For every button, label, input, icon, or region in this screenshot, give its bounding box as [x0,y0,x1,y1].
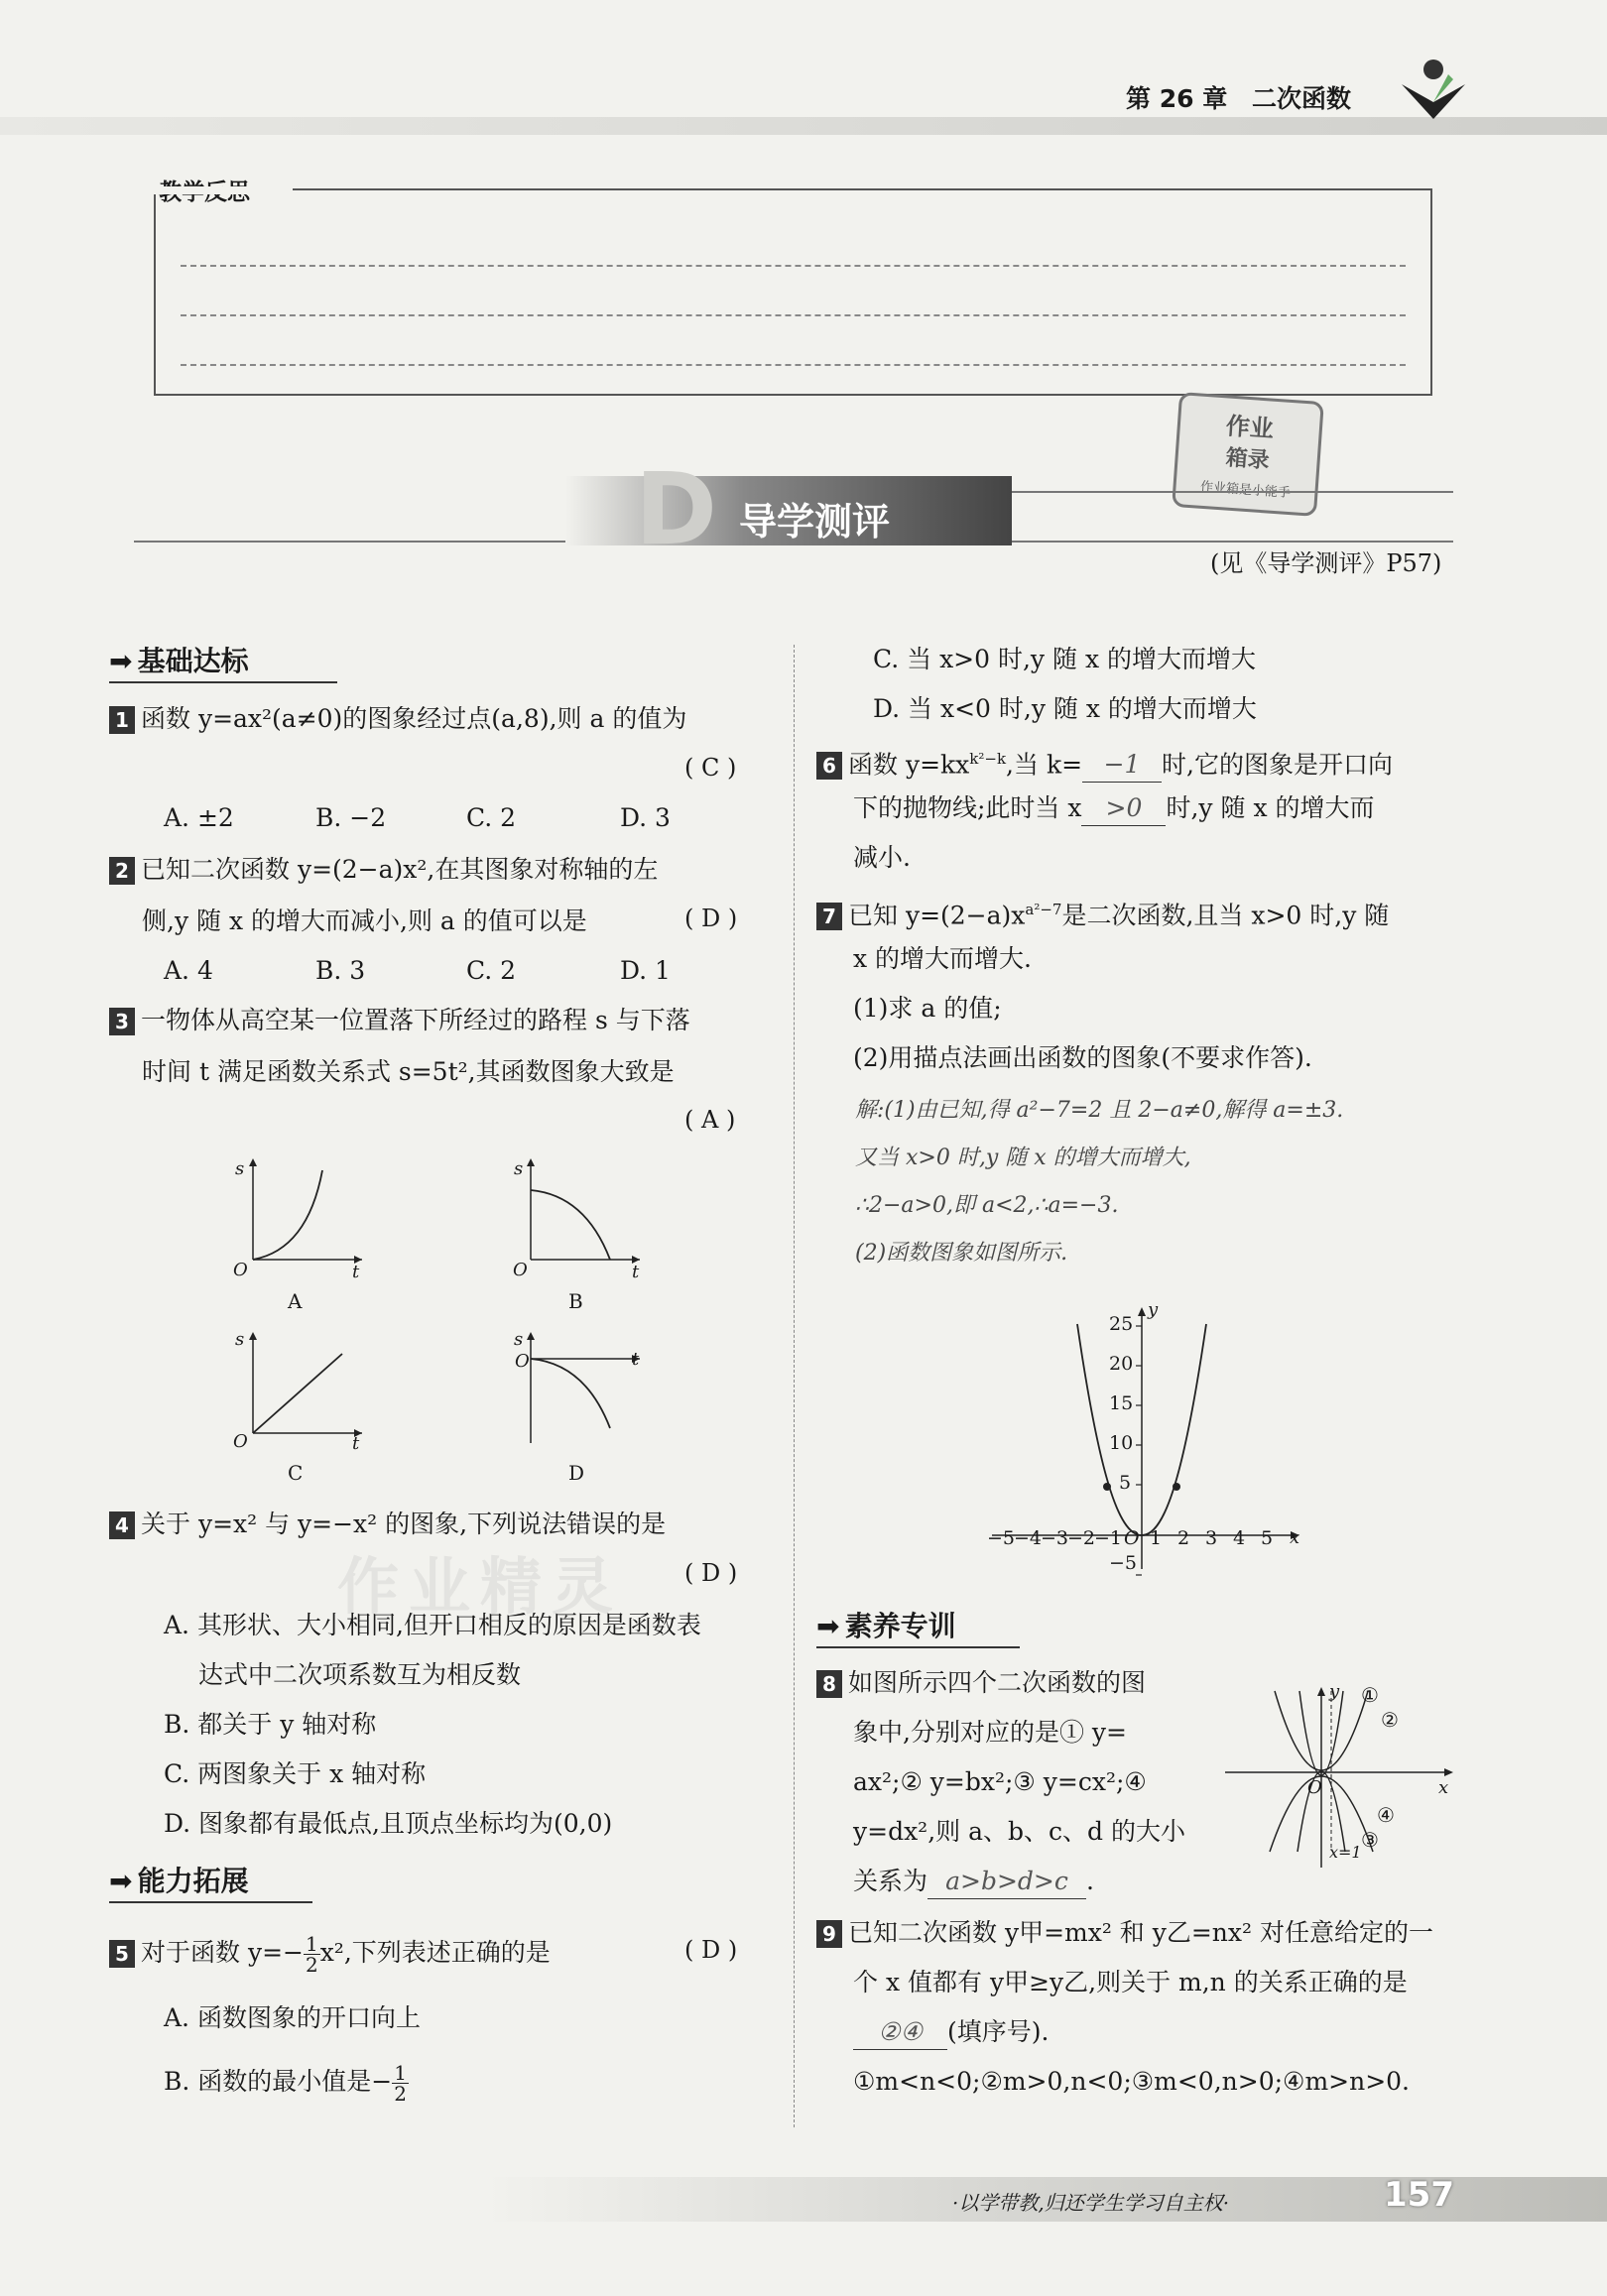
page-number: 157 [1384,2175,1454,2215]
homework-stamp [1172,392,1324,517]
q5-opt-c: C. 当 x>0 时,y 随 x 的增大而增大 [873,645,1256,673]
q8-mark-1: ① [1361,1683,1379,1707]
q1 [109,702,686,736]
q1-opt-d: D. 3 [620,803,671,832]
q7-xtick: 3 [1205,1527,1218,1549]
q3-label-a: A [288,1289,303,1313]
section-literacy: ➡ 素养专训 [816,1605,1020,1648]
q7-post: 是二次函数,且当 x>0 时,y 随 [1061,901,1390,930]
q7-ytick-neg5: −5 [1109,1552,1138,1574]
banner-letter: D [635,451,718,567]
q5 [109,1934,551,1975]
chapter-title: 二次函数 [1252,84,1352,113]
chapter-logo-icon [1394,55,1473,124]
q6-num: 6 [816,752,842,780]
q7-ytick-10: 10 [1109,1432,1134,1454]
q3-a-s: s [235,1158,245,1179]
chapter-label: 第 26 章 [1126,84,1228,113]
section-literacy-title: 素养专训 [844,1610,956,1642]
q5-frac [304,1934,320,1975]
q7-xtick: −3 [1041,1527,1069,1549]
q4-line1: 关于 y=x² 与 y=−x² 的图象,下列说法错误的是 [141,1510,667,1538]
q3-line1: 一物体从高空某一位置落下所经过的路程 s 与下落 [141,1006,690,1034]
q5-opt-b-frac-d: 2 [394,2082,407,2106]
q6-blank1: −1 [1082,748,1162,783]
q6-exp: k²−k [969,750,1007,768]
q7-x-axis-label: x [1290,1527,1300,1548]
q8-x: x [1438,1777,1449,1798]
q2 [109,853,658,887]
q8-line1: 如图所示四个二次函数的图 [848,1668,1147,1697]
q4-opt-b: B. 都关于 y 轴对称 [164,1710,377,1739]
q7-line2: x 的增大而增大. [853,944,1032,973]
q8-line5-pre: 关系为 [853,1867,928,1895]
q2-num: 2 [109,857,135,885]
q3-b-t: t [632,1262,640,1282]
q2-opt-a: A. 4 [164,956,213,985]
q3-c-t: t [352,1433,360,1454]
section-basic-title: 基础达标 [137,645,249,677]
stamp-line1: 作业 [1224,411,1275,443]
q3-b-s: s [514,1158,524,1179]
q8-blank: a>b>d>c [927,1865,1086,1899]
q7-num: 7 [816,903,842,930]
q7-part1: (1)求 a 的值; [853,994,1002,1023]
q5-opt-d: D. 当 x<0 时,y 随 x 的增大而增大 [873,694,1257,723]
q5-opt-b-frac-n: 1 [394,2061,407,2085]
footer-bar [0,2177,1607,2222]
q3-label-c: C [288,1461,304,1485]
stamp-line2: 箱录 [1224,444,1271,474]
q7-pre: 已知 y=(2−a)x [848,901,1026,930]
q3-d-t: t [632,1349,640,1370]
q7-ytick-5: 5 [1119,1472,1132,1494]
q7-sol4: (2)函数图象如图所示. [855,1241,1068,1266]
q6-line2-post: 时,y 随 x 的增大而 [1166,793,1375,822]
q7-xtick: 5 [1261,1527,1274,1549]
q3-label-d: D [568,1461,585,1485]
watermark: 作业精灵 [337,1550,624,1623]
reflection-box [154,188,1432,396]
q5-opt-b [164,2063,409,2104]
q5-opt-a: A. 函数图象的开口向上 [164,2003,421,2032]
q8-line5-post: . [1086,1867,1094,1895]
q6-line2 [853,791,1375,826]
q3-c-o: O [233,1431,248,1452]
q9-line3 [853,2015,1049,2050]
q5-frac-n: 1 [305,1932,318,1956]
q7-xtick: −1 [1094,1527,1123,1549]
q8-mark-3: ③ [1361,1828,1379,1852]
q7-ytick-20: 20 [1109,1353,1134,1375]
q2-line1: 已知二次函数 y=(2−a)x²,在其图象对称轴的左 [141,855,659,884]
q2-answer: ( D ) [684,905,738,932]
q3-d-o: O [515,1351,530,1372]
q4 [109,1508,666,1541]
q7-xtick: −4 [1014,1527,1043,1549]
q4-num: 4 [109,1511,135,1539]
q2-opt-b: B. 3 [315,956,366,985]
q8-line2: 象中,分别对应的是① y= [853,1718,1127,1747]
q6-line2-pre: 下的抛物线;此时当 x [853,793,1082,822]
q9-num: 9 [816,1920,842,1948]
q3 [109,1004,690,1037]
q1-answer: ( C ) [684,754,737,782]
q4-opt-c: C. 两图象关于 x 轴对称 [164,1759,427,1788]
q6 [816,742,1393,783]
q7-exp: a²−7 [1025,901,1062,918]
stamp-line3: 作业箱是小能手 [1199,479,1292,502]
q2-line2: 侧,y 随 x 的增大而减小,则 a 的值可以是 [142,906,587,935]
q7-y-axis-label: y [1148,1299,1159,1320]
q8-graph [1220,1681,1458,1870]
q1-num: 1 [109,706,135,734]
section-ability-title: 能力拓展 [137,1865,249,1897]
q2-opt-d: D. 1 [620,956,671,985]
q9-blank: ②④ [853,2015,947,2050]
q5-pre: 对于函数 y=− [141,1938,304,1967]
q7-xtick: 1 [1150,1527,1163,1549]
q9-options: ①m<n<0;②m>0,n<0;③m<0,n>0;④m>n>0. [853,2067,1410,2096]
section-ability: ➡ 能力拓展 [109,1860,312,1903]
q9-line1: 已知二次函数 y甲=mx² 和 y乙=nx² 对任意给定的一 [848,1918,1433,1947]
q9-line3-post: (填序号). [947,2017,1050,2046]
q3-a-t: t [352,1262,360,1282]
q6-post1: 时,它的图象是开口向 [1162,750,1393,780]
banner-ref: (见《导学测评》P57) [1210,549,1442,577]
q8-line3: ax²;② y=bx²;③ y=cx²;④ [853,1767,1147,1796]
q7-ytick-25: 25 [1109,1313,1134,1335]
q3-d-s: s [514,1329,524,1350]
q7-sol3: ∴2−a>0,即 a<2,∴a=−3. [855,1193,1119,1218]
q7-xtick: 4 [1233,1527,1246,1549]
banner-title: 导学测评 [739,500,891,544]
q7-ytick-15: 15 [1109,1392,1134,1414]
q8-xline: x=1 [1329,1843,1362,1862]
q4-opt-d: D. 图象都有最低点,且顶点坐标均为(0,0) [164,1809,613,1838]
header-bar [0,117,1607,135]
q3-label-b: B [568,1289,583,1313]
q7-xticks [987,1527,1281,1549]
column-divider [794,645,795,2127]
banner-line-right [1012,491,1453,493]
q3-b-o: O [513,1260,528,1280]
q7-xtick: O [1124,1527,1140,1549]
q4-answer: ( D ) [684,1559,738,1587]
q1-opt-a: A. ±2 [164,803,234,832]
q8-o: O [1307,1777,1322,1798]
q1-text: 函数 y=ax²(a≠0)的图象经过点(a,8),则 a 的值为 [141,704,687,733]
q6-mid: ,当 k= [1006,750,1083,780]
q3-c-s: s [235,1329,245,1350]
q5-opt-b-text: B. 函数的最小值是− [164,2067,393,2096]
q5-frac-d: 2 [305,1953,318,1977]
q6-line3: 减小. [853,843,911,872]
section-basic: ➡ 基础达标 [109,640,337,683]
q8-mark-4: ④ [1377,1803,1395,1827]
q7-sol2: 又当 x>0 时,y 随 x 的增大而增大, [855,1146,1191,1170]
q1-opt-b: B. −2 [315,803,387,832]
q2-opt-c: C. 2 [466,956,517,985]
q1-opt-c: C. 2 [466,803,517,832]
q6-pre: 函数 y=kx [848,750,970,780]
q5-answer: ( D ) [684,1936,738,1964]
q7-xtick: 2 [1177,1527,1190,1549]
q7-xtick: −2 [1067,1527,1096,1549]
q7-part2: (2)用描点法画出函数的图象(不要求作答). [853,1043,1312,1072]
q7-xtick: −5 [987,1527,1016,1549]
q4-opt-a2: 达式中二次项系数互为相反数 [198,1660,522,1689]
q4-opt-a1: A. 其形状、大小相同,但开口相反的原因是函数表 [164,1611,701,1639]
q3-answer: ( A ) [684,1106,736,1134]
q9 [816,1916,1433,1950]
q8 [816,1666,1146,1700]
q8-y: y [1329,1681,1340,1702]
q8-line5 [853,1865,1094,1899]
q5-opt-b-frac [392,2063,409,2104]
q3-a-o: O [233,1260,248,1280]
q8-line4: y=dx²,则 a、b、c、d 的大小 [853,1817,1185,1846]
q3-line2: 时间 t 满足函数关系式 s=5t²,其函数图象大致是 [142,1057,675,1086]
q8-num: 8 [816,1670,842,1698]
q7-sol1: 解:(1)由已知,得 a²−7=2 且 2−a≠0,解得 a=±3. [855,1098,1344,1123]
q5-post: x²,下列表述正确的是 [319,1938,551,1967]
q5-num: 5 [109,1940,135,1968]
q9-line2: 个 x 值都有 y甲≥y乙,则关于 m,n 的关系正确的是 [853,1968,1408,1996]
footer-motto: ·以学带教,归还学生学习自主权· [952,2191,1230,2215]
q3-num: 3 [109,1008,135,1035]
q7 [816,893,1389,932]
q6-blank2: >0 [1081,791,1166,826]
q8-mark-2: ② [1381,1708,1399,1732]
